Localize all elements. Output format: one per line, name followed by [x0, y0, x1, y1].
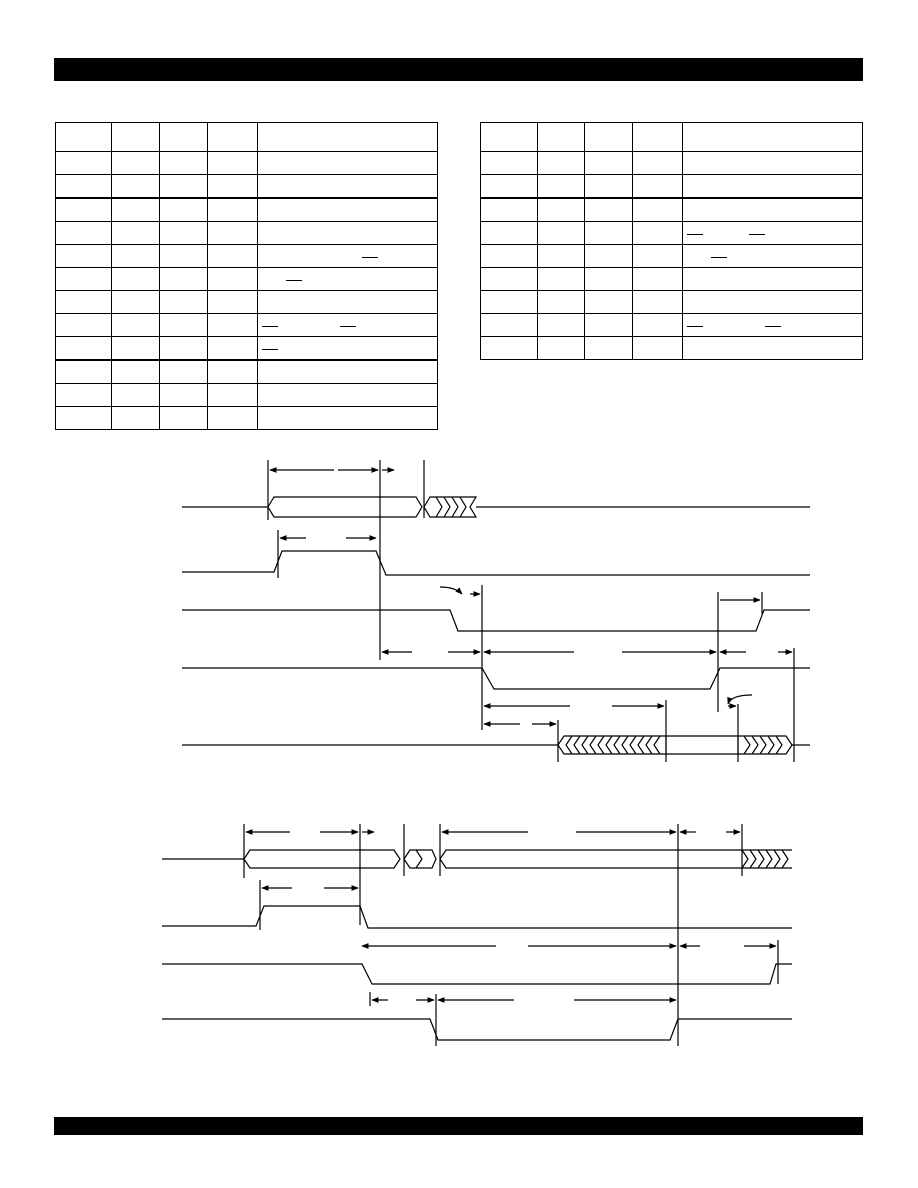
signal-address-bus — [182, 497, 810, 517]
signal-strobe — [162, 880, 792, 930]
signal-strobe — [182, 530, 810, 578]
signal-address-bus — [162, 850, 792, 868]
signal-control-1 — [182, 585, 810, 730]
signal-control-2 — [162, 1019, 792, 1040]
signal-data-bus — [182, 736, 810, 754]
top-timing-diagram — [182, 460, 810, 762]
bottom-timing-diagram — [162, 824, 792, 1046]
signal-control-1 — [162, 964, 792, 984]
signal-control-2 — [182, 668, 810, 762]
